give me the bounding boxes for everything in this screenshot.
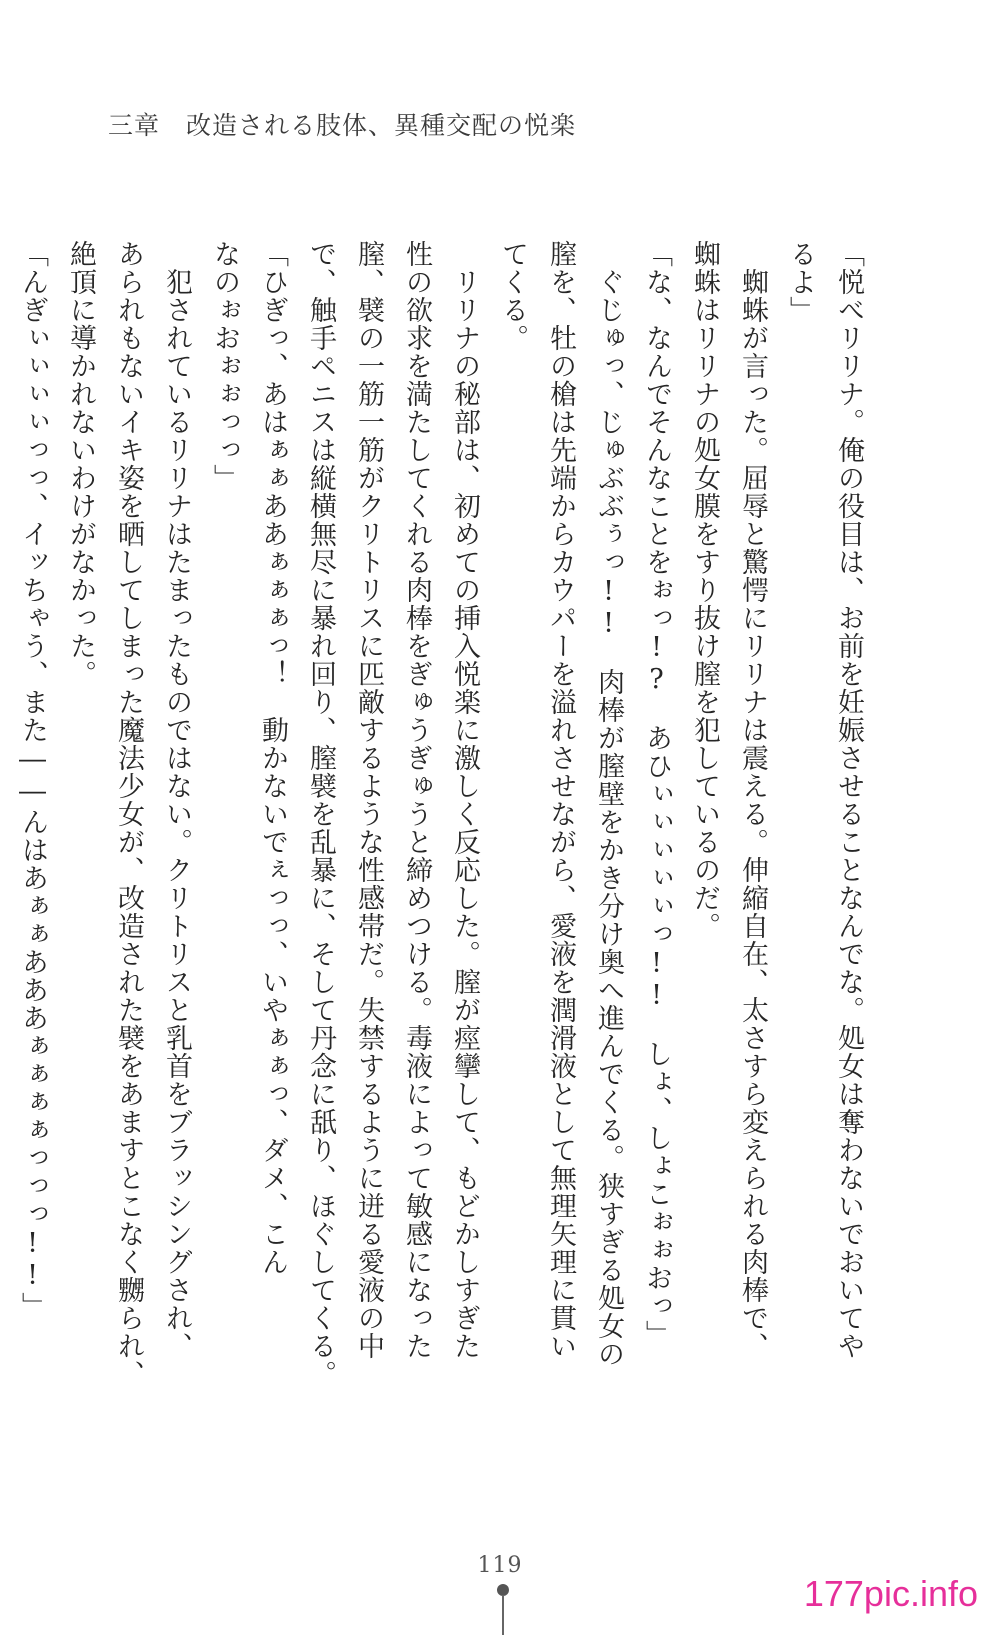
text-line: てくる。 — [497, 240, 528, 352]
bookmark-line — [502, 1595, 504, 1635]
text-line: 蜘蛛はリリナの処女膜をすり抜け膣を犯しているのだ。 — [689, 240, 720, 940]
text-line: 膣を、牡の槍は先端からカウパーを溢れさせながら、愛液を潤滑液として無理矢理に貫い — [545, 240, 576, 1360]
watermark: 177pic.info — [803, 1573, 978, 1614]
text-line: 犯されているリリナはたまったものではない。クリトリスと乳首をブラッシングされ、 — [161, 240, 192, 1360]
body-text-column — [17, 240, 872, 1388]
chapter-title: 三章 改造される肢体、異種交配の悦楽 — [108, 111, 577, 140]
text-line: リリナの秘部は、初めての挿入悦楽に激しく反応した。膣が痙攣して、もどかしすぎた — [449, 240, 480, 1360]
text-line: 絶頂に導かれないわけがなかった。 — [65, 240, 96, 688]
text-line: 「ひぎっ、あはぁぁああぁぁぁっ！ 動かないでぇっっ、いやぁぁっ、ダメ、こん — [257, 240, 288, 1276]
text-line: 性の欲求を満たしてくれる肉棒をぎゅうぎゅうと締めつける。毒液によって敏感になった — [401, 240, 432, 1360]
text-line: で、触手ペニスは縦横無尽に暴れ回り、膣襞を乱暴に、そして丹念に舐り、ほぐしてくる。 — [305, 240, 336, 1388]
text-line: 「んぎぃぃぃぃっっ、イッちゃう、また――んはあぁぁあああぁぁぁぁっっっ!!」 — [17, 240, 48, 1320]
text-line: あられもないイキ姿を晒してしまった魔法少女が、改造された襞をあますとこなく嬲られ、 — [113, 240, 144, 1388]
text-line: ぐじゅっ、じゅぶぶぅっ!! 肉棒が膣壁をかき分け奥へ進んでくる。狭すぎる処女の — [593, 240, 624, 1368]
text-line: なのぉおぉぉっっ」 — [209, 240, 240, 492]
text-line: 膣、襞の一筋一筋がクリトリスに匹敵するような性感帯だ。失禁するように迸る愛液の中 — [353, 240, 384, 1360]
text-line: るよ」 — [785, 240, 816, 324]
text-line: 「悦べリリナ。俺の役目は、お前を妊娠させることなんでな。処女は奪わないでおいてや — [833, 240, 864, 1360]
page-number: 119 — [477, 1553, 523, 1578]
text-line: 蜘蛛が言った。屈辱と驚愕にリリナは震える。伸縮自在、太さすら変えられる肉棒で、 — [737, 240, 768, 1360]
text-line: 「な、なんでそんなことをぉっ!? あひぃぃぃぃぃっ!! しょ、しょこぉぉおっ」 — [641, 240, 672, 1348]
